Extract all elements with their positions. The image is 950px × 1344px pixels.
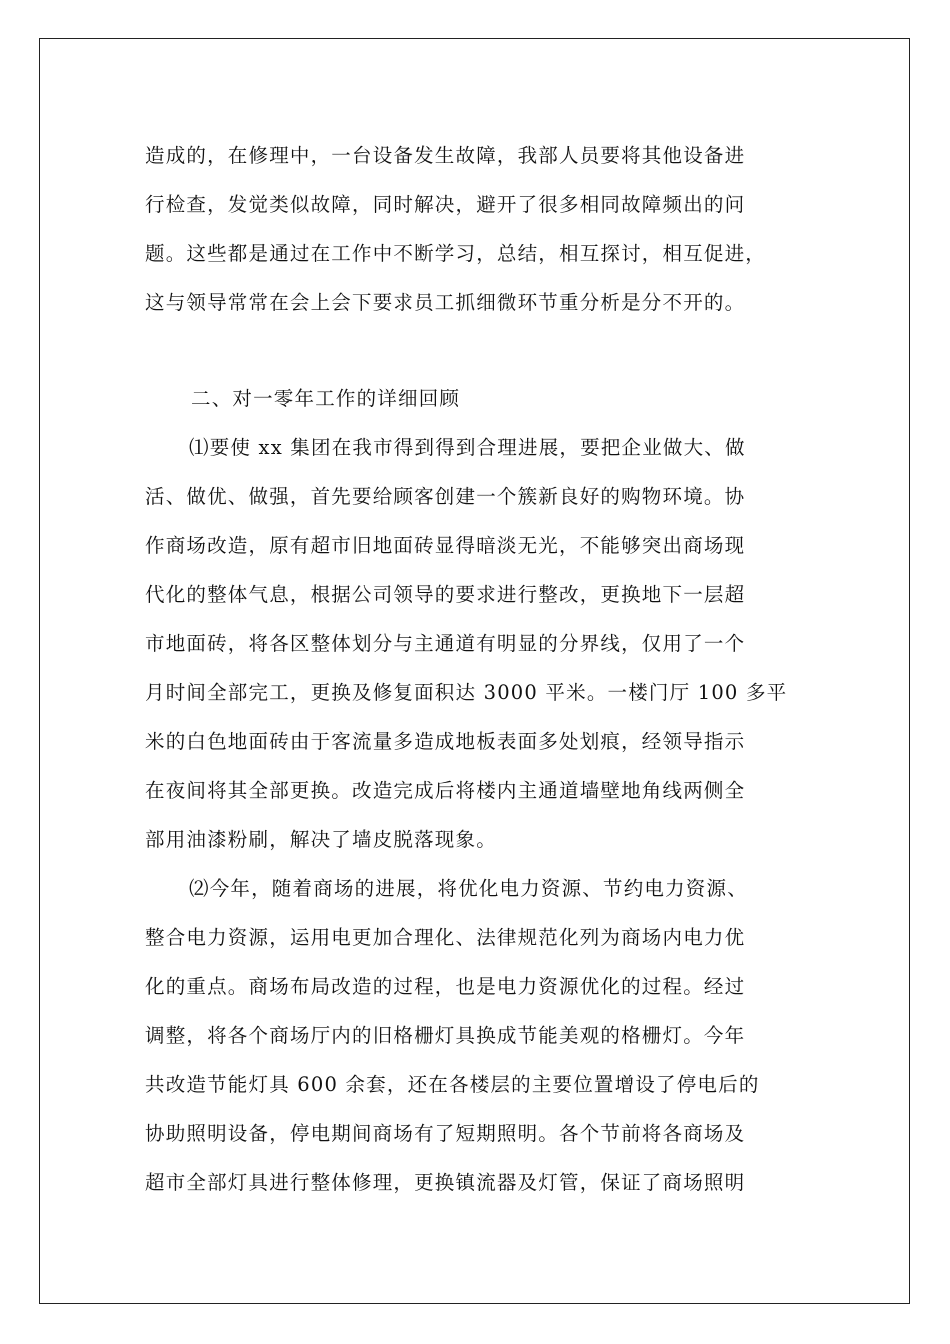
text-line: 协助照明设备，停电期间商场有了短期照明。各个节前将各商场及 — [145, 1122, 746, 1145]
intro-paragraph — [145, 131, 815, 327]
text-line: 作商场改造，原有超市旧地面砖显得暗淡无光，不能够突出商场现 — [145, 534, 746, 557]
text-line: ⑵今年，随着商场的进展，将优化电力资源、节约电力资源、 — [189, 877, 748, 900]
text-line: 在夜间将其全部更换。改造完成后将楼内主通道墙壁地角线两侧全 — [145, 779, 746, 802]
document-body — [145, 131, 815, 1207]
text-line: 部用油漆粉刷，解决了墙皮脱落现象。 — [145, 828, 497, 851]
paragraph-1 — [145, 423, 815, 864]
section-spacer — [145, 327, 815, 374]
text-line: ⑴要使 xx 集团在我市得到得到合理进展，要把企业做大、做 — [189, 436, 746, 459]
text-line: 活、做优、做强，首先要给顾客创建一个簇新良好的购物环境。协 — [145, 485, 746, 508]
text-line: 超市全部灯具进行整体修理，更换镇流器及灯管，保证了商场照明 — [145, 1171, 746, 1194]
paragraph-2 — [145, 864, 815, 1207]
section-heading: 二、对一零年工作的详细回顾 — [191, 387, 461, 410]
text-line: 米的白色地面砖由于客流量多造成地板表面多处划痕，经领导指示 — [145, 730, 746, 753]
text-line: 调整，将各个商场厅内的旧格栅灯具换成节能美观的格栅灯。今年 — [145, 1024, 746, 1047]
text-line: 造成的，在修理中，一台设备发生故障，我部人员要将其他设备进 — [145, 144, 746, 167]
text-line: 月时间全部完工，更换及修复面积达 3000 平米。一楼门厅 100 多平 — [145, 681, 788, 704]
text-line: 整合电力资源，运用电更加合理化、法律规范化列为商场内电力优 — [145, 926, 746, 949]
text-line: 共改造节能灯具 600 余套，还在各楼层的主要位置增设了停电后的 — [145, 1073, 760, 1096]
text-line: 题。这些都是通过在工作中不断学习，总结，相互探讨，相互促进， — [145, 242, 767, 265]
text-line: 这与领导常常在会上会下要求员工抓细微环节重分析是分不开的。 — [145, 291, 746, 314]
text-line: 代化的整体气息，根据公司领导的要求进行整改，更换地下一层超 — [145, 583, 746, 606]
text-line: 化的重点。商场布局改造的过程，也是电力资源优化的过程。经过 — [145, 975, 746, 998]
text-line: 行检查，发觉类似故障，同时解决，避开了很多相同故障频出的问 — [145, 193, 746, 216]
text-line: 市地面砖，将各区整体划分与主通道有明显的分界线，仅用了一个 — [145, 632, 746, 655]
